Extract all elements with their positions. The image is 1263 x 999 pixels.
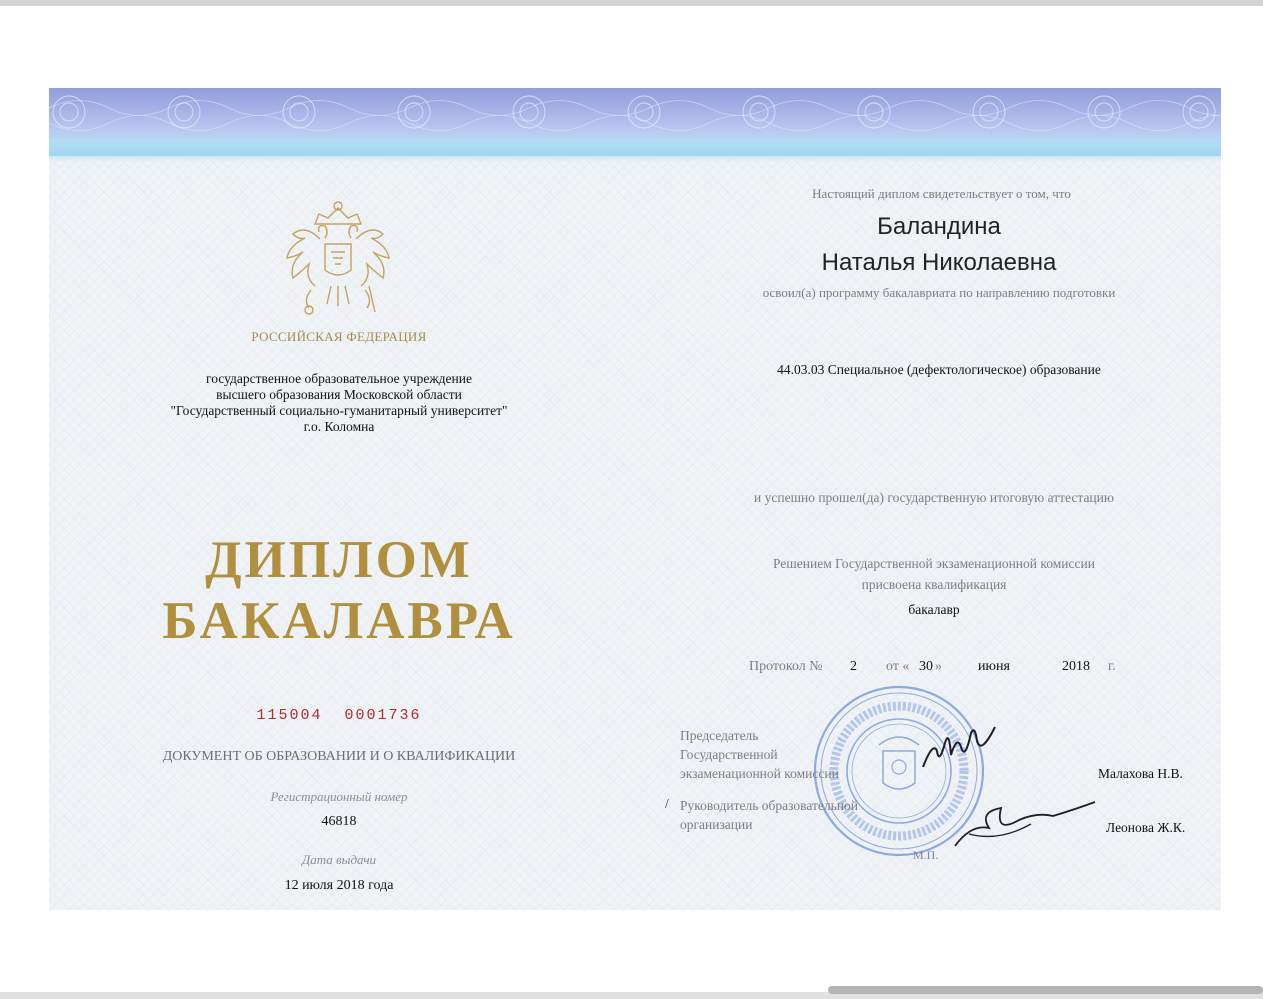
institution-line: г.о. Коломна [303, 419, 375, 434]
mastered-program-text: освоил(а) программу бакалавриата по направлению подготовки [762, 285, 1116, 300]
registration-number: 46818 [321, 814, 357, 829]
chair-role-line: экзаменационной комиссии [680, 766, 839, 781]
institution-line: государственное образовательное учреждение [206, 371, 472, 386]
institution-line: "Государственный социально-гуманитарный университет" [170, 403, 508, 418]
commission-decision-line1: Решением Государственной экзаменационной комиссии [773, 556, 1095, 571]
chair-signature-icon [919, 721, 999, 777]
head-signature-icon [949, 794, 1099, 854]
protocol-day: 30 [919, 659, 933, 674]
chair-role-line: Председатель [680, 728, 759, 743]
protocol-label: Протокол № [749, 659, 823, 674]
protocol-number: 2 [850, 659, 857, 674]
registration-number-label: Регистрационный номер [270, 789, 408, 804]
commission-chair-name: Малахова Н.В. [1098, 766, 1183, 781]
band-fade [49, 156, 1221, 162]
institution-name [99, 371, 579, 435]
diploma-title-line1: ДИПЛОМ [205, 531, 473, 589]
graduate-given-names: Наталья Николаевна [821, 249, 1057, 276]
attestation-text: и успешно прошел(да) государственную итоговую аттестацию [754, 490, 1114, 505]
certify-text: Настоящий диплом свидетельствует о том, что [812, 186, 1071, 201]
qualification: бакалавр [908, 602, 960, 617]
head-role-line: Руководитель образовательной [680, 798, 858, 813]
issue-date: 12 июля 2018 года [284, 878, 394, 893]
diploma-title-line2: БАКАЛАВРА [162, 592, 516, 650]
institution-line: высшего образования Московской области [216, 387, 462, 402]
protocol-quote-close: » [935, 659, 942, 674]
protocol-month: июня [978, 659, 1010, 674]
protocol-year-suffix: г. [1108, 659, 1116, 674]
issue-date-label: Дата выдачи [301, 852, 377, 867]
horizontal-scrollbar[interactable] [828, 986, 1263, 994]
organization-head-name: Леонова Ж.К. [1106, 820, 1186, 835]
stamp-place-label: М.П. [913, 848, 939, 862]
guilloche-ornament-band [49, 88, 1221, 156]
commission-decision-line2: присвоена квалификация [861, 577, 1007, 592]
country-name: РОССИЙСКАЯ ФЕДЕРАЦИЯ [251, 329, 427, 344]
double-headed-eagle-emblem-icon [275, 194, 401, 320]
commission-chair-role [680, 726, 839, 783]
document-type: ДОКУМЕНТ ОБ ОБРАЗОВАНИИ И О КВАЛИФИКАЦИИ [162, 749, 516, 764]
chair-role-line: Государственной [680, 747, 778, 762]
study-program: 44.03.03 Специальное (дефектологическое) образование [777, 362, 1101, 377]
organization-head-role [680, 796, 858, 834]
graduate-surname: Баландина [877, 213, 1001, 240]
role-separator: / [665, 796, 669, 811]
diploma-document [49, 88, 1221, 910]
viewer-top-edge [0, 0, 1263, 6]
head-role-line: организации [680, 817, 753, 832]
protocol-from: от « [886, 659, 910, 674]
protocol-year: 2018 [1062, 659, 1090, 674]
serial-number: 115004 0001736 [256, 707, 422, 724]
